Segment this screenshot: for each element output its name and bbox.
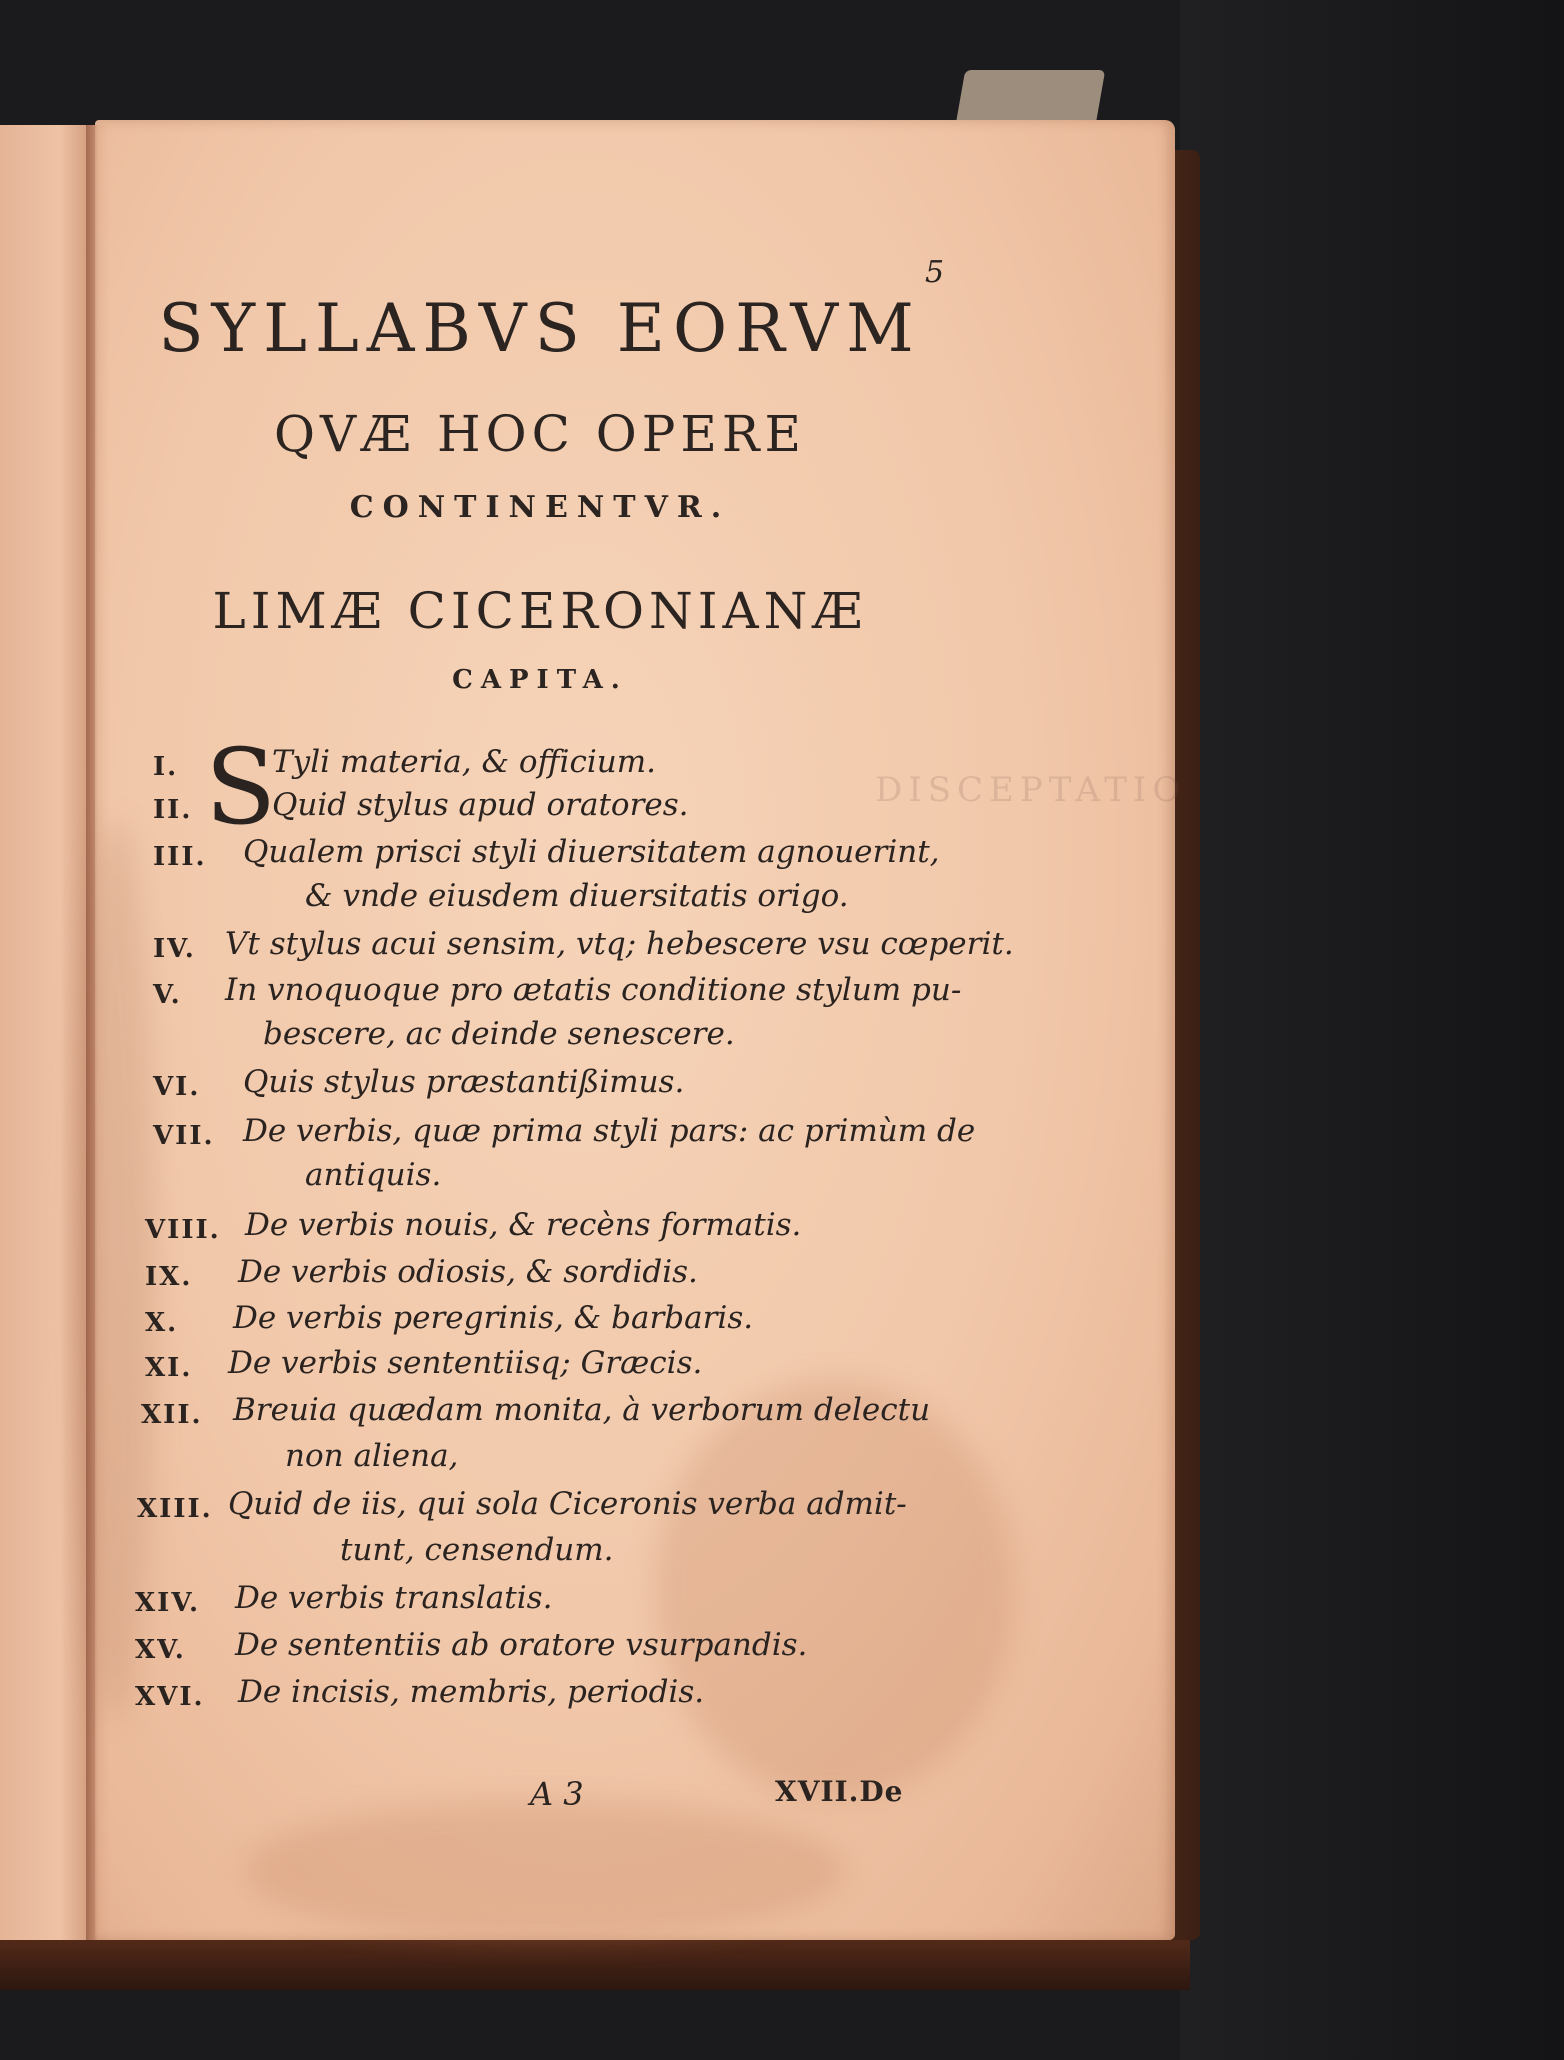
- chapter-title-continuation: antiquis.: [305, 1157, 442, 1193]
- chapter-number: V.: [153, 980, 182, 1010]
- heading-syllabus: SYLLABVS EORVM: [158, 290, 922, 367]
- chapter-number: VII.: [153, 1121, 215, 1151]
- show-through-text: DISCEPTATIO: [875, 770, 1187, 810]
- chapter-number: XVI.: [135, 1682, 205, 1712]
- chapter-title: Vt stylus acui sensim, vtq; hebescere vsu cœperit.: [225, 926, 1014, 962]
- chapter-title: De sententiis ab oratore vsurpandis.: [235, 1627, 808, 1663]
- chapter-title: De verbis, quæ prima styli pars: ac primùm de: [243, 1113, 976, 1149]
- catchword: XVII.De: [775, 1775, 904, 1808]
- section-title: LIMÆ CICERONIANÆ: [212, 582, 868, 640]
- gutter-shadow: [86, 125, 110, 1940]
- chapter-title: De verbis nouis, & recèns formatis.: [245, 1207, 802, 1243]
- chapter-number: XII.: [141, 1400, 203, 1430]
- right-page: [95, 120, 1187, 1940]
- section-subtitle: CAPITA.: [452, 665, 628, 695]
- chapter-title-continuation: bescere, ac deinde senescere.: [263, 1016, 735, 1052]
- chapter-title: Quid de iis, qui sola Ciceronis verba admit-: [228, 1486, 907, 1522]
- chapter-title: In vnoquoque pro ætatis conditione stylum pu-: [225, 972, 962, 1008]
- chapter-title: Tyli materia, & officium.: [272, 744, 656, 780]
- chapter-number: I.: [153, 752, 179, 782]
- chapter-title-continuation: & vnde eiusdem diuersitatis origo.: [305, 878, 849, 914]
- chapter-number: XIII.: [137, 1494, 213, 1524]
- chapter-number: VI.: [153, 1072, 201, 1102]
- page-number: 5: [925, 255, 945, 290]
- chapter-title: De incisis, membris, periodis.: [238, 1674, 705, 1710]
- chapter-number: III.: [153, 842, 207, 872]
- chapter-title-continuation: non aliena,: [285, 1438, 459, 1474]
- chapter-number: X.: [145, 1308, 179, 1338]
- chapter-number: IV.: [153, 934, 196, 964]
- chapter-number: II.: [153, 795, 193, 825]
- chapter-number: XV.: [135, 1635, 186, 1665]
- table-of-contents: [95, 120, 1175, 1940]
- chapter-title: De verbis sententiisq; Græcis.: [228, 1345, 703, 1381]
- chapter-number: IX.: [145, 1262, 193, 1292]
- drop-cap: S: [205, 726, 277, 848]
- heading-quae-hoc-opere: QVÆ HOC OPERE: [273, 405, 807, 463]
- heading-continentur: CONTINENTVR.: [349, 490, 731, 525]
- background: [1180, 0, 1564, 2060]
- chapter-title: Breuia quædam monita, à verborum delectu: [233, 1392, 931, 1428]
- chapter-number: XI.: [145, 1353, 193, 1383]
- chapter-title-continuation: tunt, censendum.: [340, 1532, 614, 1568]
- chapter-title: Quis stylus præstantißimus.: [243, 1064, 685, 1100]
- chapter-number: VIII.: [145, 1215, 221, 1245]
- chapter-title: Quid stylus apud oratores.: [272, 787, 689, 823]
- chapter-title: Qualem prisci styli diuersitatem agnouerint,: [243, 834, 940, 870]
- signature-mark: A 3: [530, 1775, 584, 1813]
- chapter-title: De verbis odiosis, & sordidis.: [238, 1254, 698, 1290]
- chapter-number: XIV.: [135, 1588, 201, 1618]
- chapter-title: De verbis peregrinis, & barbaris.: [233, 1300, 754, 1336]
- chapter-title: De verbis translatis.: [235, 1580, 553, 1616]
